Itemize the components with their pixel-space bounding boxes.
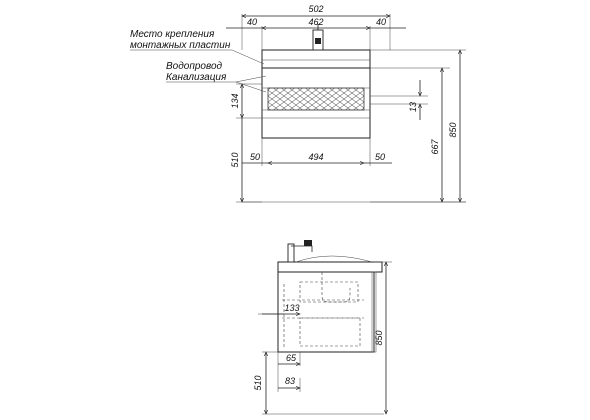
- side-countertop: [278, 262, 382, 272]
- front-view: [130, 4, 466, 202]
- dim-h13: 13: [408, 101, 418, 113]
- front-callouts: [130, 29, 266, 92]
- dim-h850: 850: [448, 122, 458, 138]
- dim-top-left: 40: [246, 17, 258, 27]
- label-mounting-1: Место крепления: [130, 29, 215, 40]
- dim-side-510: 510: [253, 375, 263, 391]
- label-mounting-2: монтажных пластин: [130, 40, 231, 51]
- dim-side-133: 133: [284, 303, 300, 313]
- dim-bottom-right: 50: [374, 152, 386, 162]
- dim-bottom-mid: 494: [308, 152, 324, 162]
- side-view: [253, 240, 392, 414]
- dim-h134: 134: [230, 93, 240, 109]
- dim-bottom-left: 50: [249, 152, 261, 162]
- side-faucet-icon: [288, 240, 372, 262]
- label-water: Водопровод: [166, 61, 223, 72]
- dim-top-inner: 462: [308, 17, 324, 27]
- dim-side-83: 83: [284, 376, 296, 386]
- front-right-dimensions: [370, 50, 466, 202]
- front-drawer-pattern: [268, 88, 364, 110]
- dim-top-right: 40: [375, 17, 387, 27]
- dim-h667: 667: [430, 139, 440, 155]
- label-sewer: Канализация: [166, 72, 227, 83]
- dim-side-65: 65: [285, 353, 297, 363]
- front-left-dimensions: [230, 84, 262, 202]
- dim-side-850: 850: [374, 330, 384, 346]
- front-countertop: [262, 50, 370, 68]
- dim-top-total: 502: [308, 4, 324, 14]
- dim-h510: 510: [230, 152, 240, 168]
